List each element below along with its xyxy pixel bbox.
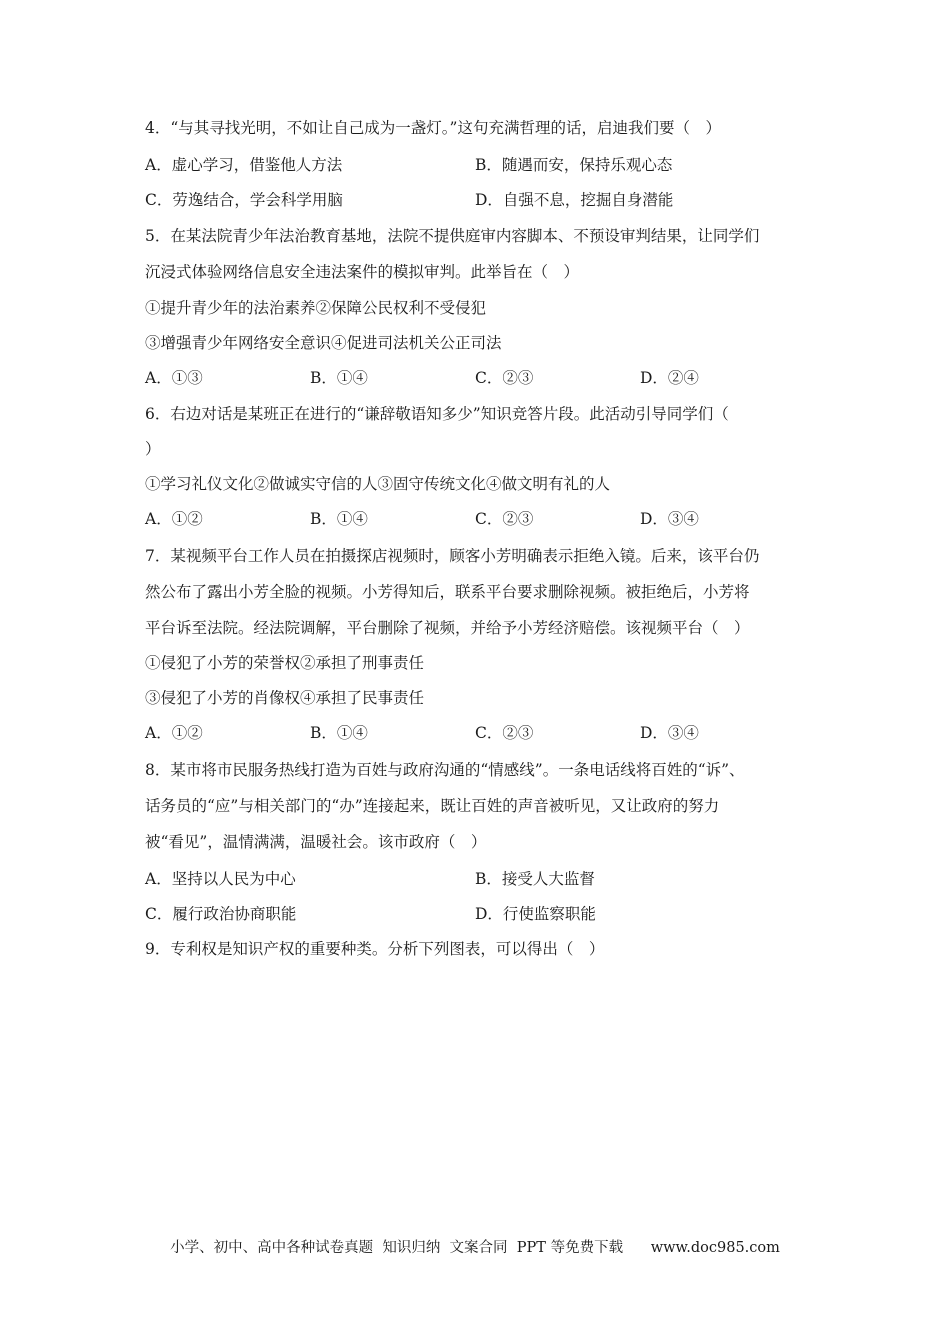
q4-option-b: B．随遇而安，保持乐观心态 xyxy=(475,156,673,174)
q5-option-c: C．②③ xyxy=(475,369,534,387)
q4-option-d: D．自强不息，挖掘自身潜能 xyxy=(475,191,674,209)
q5-option-b: B．①④ xyxy=(310,369,368,387)
q9-stem: 9．专利权是知识产权的重要种类。分析下列图表，可以得出（ ） xyxy=(145,940,605,958)
q6-option-c: C．②③ xyxy=(475,510,534,528)
q4-stem: 4．“与其寻找光明，不如让自己成为一盏灯。”这句充满哲理的话，启迪我们要（ ） xyxy=(145,119,721,137)
footer-text: 小学、初中、高中各种试卷真题 知识归纳 文案合同 PPT 等免费下载 xyxy=(170,1240,624,1256)
q6-option-a: A．①② xyxy=(145,510,203,528)
q8-option-a: A．坚持以人民为中心 xyxy=(145,870,296,888)
q6-option-b: B．①④ xyxy=(310,510,368,528)
q7-stem-line3: 平台诉至法院。经法院调解，平台删除了视频，并给予小芳经济赔偿。该视频平台（ ） xyxy=(145,619,750,637)
q7-option-c: C．②③ xyxy=(475,724,534,742)
q4-option-a: A．虚心学习，借鉴他人方法 xyxy=(145,156,343,174)
q8-stem-line2: 话务员的“应”与相关部门的“办”连接起来，既让百姓的声音被听见，又让政府的努力 xyxy=(145,797,720,815)
q8-stem-line1: 8．某市将市民服务热线打造为百姓与政府沟通的“情感线”。一条电话线将百姓的“诉”、 xyxy=(145,761,745,779)
q7-statements-2: ③侵犯了小芳的肖像权④承担了民事责任 xyxy=(145,689,425,707)
q8-stem-line3: 被“看见”，温情满满，温暖社会。该市政府（ ） xyxy=(145,833,487,851)
q6-stem-line1: 6．右边对话是某班正在进行的“谦辞敬语知多少”知识竞答片段。此活动引导同学们（ xyxy=(145,405,729,423)
q7-stem-line2: 然公布了露出小芳全脸的视频。小芳得知后，联系平台要求删除视频。被拒绝后，小芳将 xyxy=(145,583,750,601)
q5-option-d: D．②④ xyxy=(640,369,699,387)
q6-option-d: D．③④ xyxy=(640,510,699,528)
q5-stem-line1: 5．在某法院青少年法治教育基地，法院不提供庭审内容脚本、不预设审判结果，让同学们 xyxy=(145,227,760,245)
q6-statements: ①学习礼仪文化②做诚实守信的人③固守传统文化④做文明有礼的人 xyxy=(145,475,611,493)
q5-statements-1: ①提升青少年的法治素养②保障公民权利不受侵犯 xyxy=(145,299,487,317)
q7-option-d: D．③④ xyxy=(640,724,699,742)
q7-option-a: A．①② xyxy=(145,724,203,742)
q4-option-c: C．劳逸结合，学会科学用脑 xyxy=(145,191,343,209)
q8-option-d: D．行使监察职能 xyxy=(475,905,596,923)
q8-option-b: B．接受人大监督 xyxy=(475,870,595,888)
q6-stem-line2: ） xyxy=(145,440,161,458)
q5-statements-2: ③增强青少年网络安全意识④促进司法机关公正司法 xyxy=(145,334,502,352)
q7-option-b: B．①④ xyxy=(310,724,368,742)
page-footer xyxy=(0,1236,950,1257)
footer-link[interactable]: www.doc985.com xyxy=(650,1240,780,1256)
q7-statements-1: ①侵犯了小芳的荣誉权②承担了刑事责任 xyxy=(145,654,425,672)
q5-stem-line2: 沉浸式体验网络信息安全违法案件的模拟审判。此举旨在（ ） xyxy=(145,263,580,281)
q8-option-c: C．履行政治协商职能 xyxy=(145,905,297,923)
q5-option-a: A．①③ xyxy=(145,369,203,387)
q7-stem-line1: 7．某视频平台工作人员在拍摄探店视频时，顾客小芳明确表示拒绝入镜。后来，该平台仍 xyxy=(145,547,760,565)
